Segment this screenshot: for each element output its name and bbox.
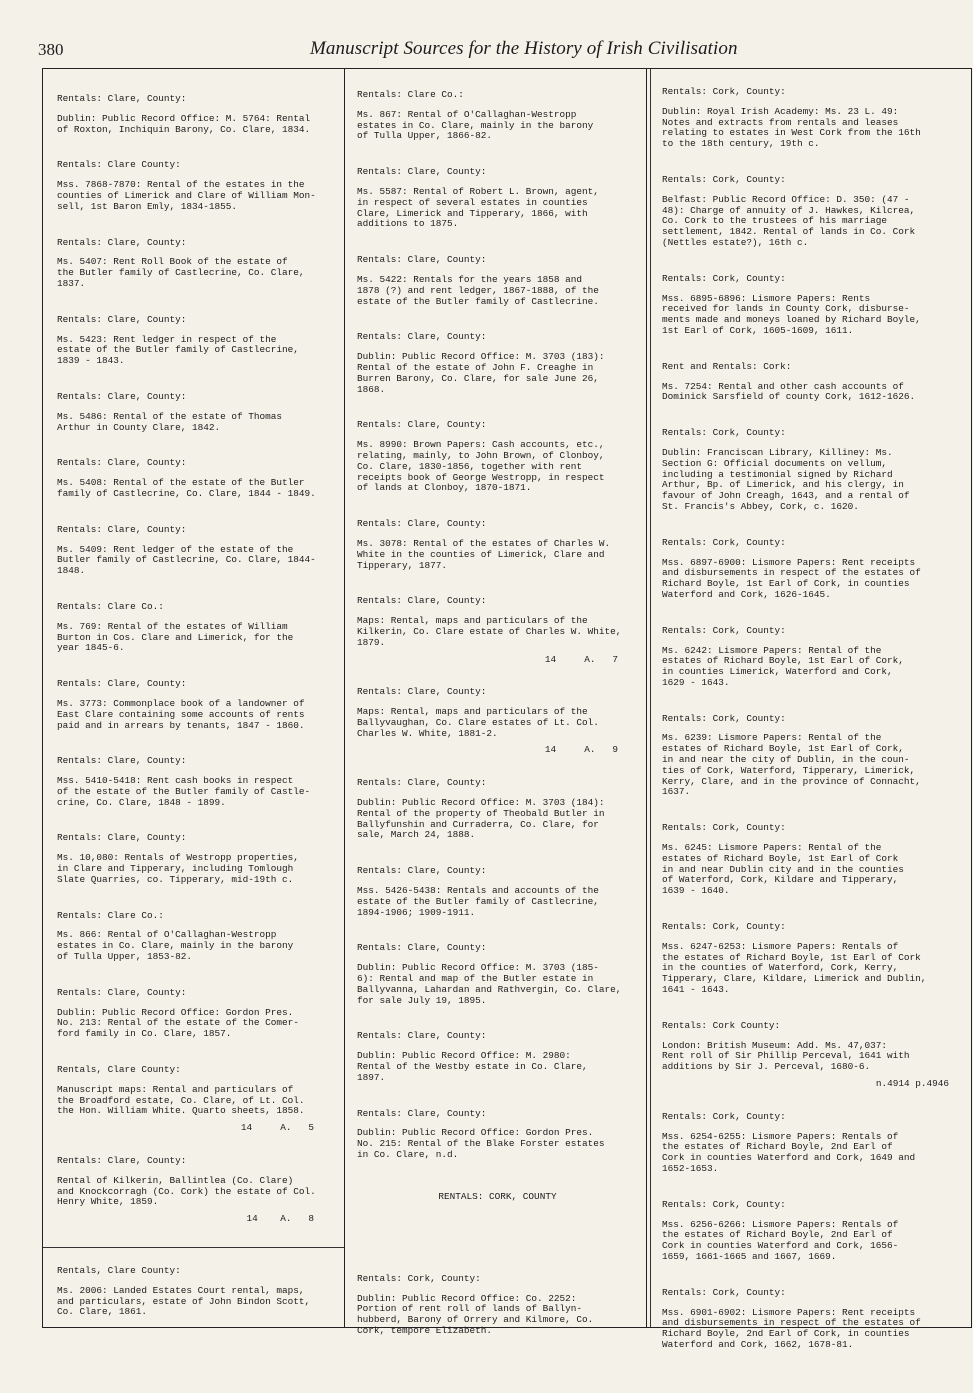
- content-frame: [42, 68, 972, 1350]
- running-title: Manuscript Sources for the History of Irish Civilisation: [310, 38, 738, 59]
- entry-heading: Rentals: Clare, County:: [357, 1107, 487, 1119]
- entry-text: Manuscript maps: Rental and particulars of the Broadford estate, Co. Clare, of Lt. Col. the Hon. William White. Quarto sheets, 1858.: [57, 1083, 305, 1117]
- entry-text: Belfast: Public Record Office: D. 350: (47 - 48): Charge of annuity of J. Hawkes, Kilcrea, Co. Cork to the trustees of his marriage settlement, 1842. Rental of lands in Co. Cork (Nettles estate?), 16th c.: [662, 193, 916, 248]
- entry-heading: Rentals: Clare, County:: [357, 166, 487, 178]
- entry-text: Ms. 867: Rental of O'Callaghan-Westropp estates in Co. Clare, mainly in the barony of Tulla Upper, 1866-82.: [357, 108, 594, 142]
- entry-text: Dublin: Royal Irish Academy: Ms. 23 L. 49: Notes and extracts from rentals and leases relating to estates in West Cork from the 16th to the 18th century, 19th c.: [662, 105, 921, 150]
- entry-heading: Rentals: Clare, County:: [357, 777, 487, 789]
- entry-heading: Rentals: Clare, County:: [57, 313, 187, 325]
- catalogue-entry: [57, 1065, 334, 1134]
- entry-text: Mss. 6254-6255: Lismore Papers: Rentals of the estates of Richard Boyle, 2nd Earl of Cork in counties Waterford and Cork, 1649 and 1652-1653.: [662, 1130, 916, 1174]
- entry-heading: Rentals: Cork, County:: [662, 173, 786, 185]
- entry-heading: Rentals: Clare, County:: [57, 1155, 187, 1167]
- entry-heading: Rentals: Cork, County:: [662, 712, 786, 724]
- entry-reference: 14 A. 7: [544, 653, 618, 665]
- entry-heading: Rentals: Clare, County:: [357, 595, 487, 607]
- entry-heading: Rentals: Cork, County:: [662, 921, 786, 933]
- entry-heading: Rentals: Clare, County:: [357, 419, 487, 431]
- entry-divider: [43, 1247, 344, 1248]
- entry-text: Ms. 7254: Rental and other cash accounts of Dominick Sarsfield of county Cork, 1612-1626.: [662, 380, 916, 403]
- section-title: RENTALS: CORK, COUNTY: [438, 1190, 557, 1202]
- catalogue-entry: [662, 922, 969, 996]
- entry-text: Dublin: Public Record Office: Gordon Pres. No. 215: Rental of the Blake Forster estates in Co. Clare, n.d.: [357, 1127, 605, 1161]
- entry-heading: Rentals: Cork County:: [662, 1019, 781, 1031]
- catalogue-entry: [662, 362, 969, 403]
- catalogue-entry: [662, 175, 969, 249]
- entry-heading: Rentals: Clare, County:: [57, 390, 187, 402]
- catalogue-entry: [357, 167, 638, 230]
- entry-heading: Rentals: Clare, County:: [57, 93, 187, 104]
- column-3: [647, 69, 973, 1350]
- entry-heading: Rentals: Clare, County:: [357, 686, 487, 698]
- entry-text: Dublin: Public Record Office: M. 2980: Rental of the Westby estate in Co. Clare, 1897.: [357, 1050, 588, 1083]
- catalogue-entry: [662, 87, 969, 150]
- catalogue-entry: [57, 988, 334, 1040]
- entry-text: Ms. 5408: Rental of the estate of the Butler family of Castlecrine, Co. Clare, 1844 - 1849.: [57, 477, 316, 499]
- entry-reference: 14 A. 9: [544, 744, 618, 756]
- catalogue-entry: [357, 866, 638, 918]
- entry-text: Mss. 5426-5438: Rentals and accounts of the estate of the Butler family of Castlecrine, 1894-1906; 1909-1911.: [357, 885, 599, 918]
- catalogue-entry: [57, 833, 334, 885]
- entry-heading: Rentals: Cork, County:: [662, 536, 786, 548]
- catalogue-entry: [357, 90, 638, 142]
- entry-heading: Rent and Rentals: Cork:: [662, 360, 792, 372]
- entry-heading: Rentals: Clare, County:: [357, 518, 487, 530]
- catalogue-entry: [357, 1109, 638, 1161]
- entry-text: Maps: Rental, maps and particulars of the Ballyvaughan, Co. Clare estates of Lt. Col. Charles W. White, 1881-2.: [357, 706, 599, 739]
- entry-text: Ms. 6239: Lismore Papers: Rental of the estates of Richard Boyle, 1st Earl of Cork, in and near the city of Dublin, in the coun- ties of Cork, Waterford, Tipperary, Limerick, Kerry, Clare, and in the province of Connacht, 1637.: [662, 732, 921, 798]
- entry-text: Dublin: Public Record Office: M. 3703 (183): Rental of the estate of John F. Creaghe in Burren Barony, Co. Clare, for sale June 26, 1868.: [357, 351, 605, 395]
- catalogue-entry: [357, 596, 638, 665]
- catalogue-entry: [57, 602, 334, 654]
- entry-text: Ms. 3078: Rental of the estates of Charles W. White in the counties of Limerick, Clare and Tipperary, 1877.: [357, 537, 611, 571]
- catalogue-entry: [662, 274, 969, 337]
- entry-heading: Rentals: Clare, County:: [357, 254, 487, 266]
- entry-heading: Rentals: Cork, County:: [662, 624, 786, 636]
- column-1: [43, 69, 345, 1327]
- entry-text: Dublin: Public Record Office: Co. 2252: Portion of rent roll of lands of Ballyn- hubberd, Barony of Orrery and Kilmore, Co. Cork, tempore Elizabeth.: [357, 1292, 594, 1336]
- entry-heading: Rentals: Clare, County:: [57, 986, 187, 998]
- catalogue-entry: [357, 943, 638, 1006]
- entry-heading: Rentals: Clare, County:: [357, 1030, 487, 1042]
- entry-text: Maps: Rental, maps and particulars of the Kilkerin, Co. Clare estate of Charles W. White, 1879.: [357, 615, 622, 648]
- catalogue-entry: [57, 1266, 334, 1318]
- entry-reference: 14 A. 5: [240, 1122, 314, 1134]
- entry-text: Ms. 5407: Rent Roll Book of the estate of the Butler family of Castlecrine, Co. Clare, 1837.: [57, 256, 305, 289]
- catalogue-entry: [357, 255, 638, 307]
- entry-heading: Rentals: Cork, County:: [662, 1286, 786, 1298]
- entry-text: Ms. 6245: Lismore Papers: Rental of the estates of Richard Boyle, 1st Earl of Cork in and near Dublin city and in the counties of Waterford, Cork, Kildare and Tipperary, 1639 - 1640.: [662, 842, 904, 897]
- catalogue-entry: [357, 778, 638, 841]
- entry-text: Ms. 3773: Commonplace book of a landowner of East Clare containing some accounts of rents paid and in arrears by tenants, 1847 - 1860.: [57, 697, 305, 731]
- catalogue-entry: [662, 823, 969, 897]
- entry-text: Dublin: Public Record Office: M. 3703 (185- 6): Rental and map of the Butler estate in Ballyvanna, Lahardan and Rathvergin, Co. Clare, for sale July 19, 1895.: [357, 962, 622, 1006]
- catalogue-entry: [662, 1200, 969, 1263]
- entry-heading: Rentals: Clare County:: [57, 159, 181, 171]
- entry-text: Ms. 769: Rental of the estates of William Burton in Cos. Clare and Limerick, for the year 1845-6.: [57, 620, 294, 654]
- entry-heading: Rentals: Cork, County:: [662, 427, 786, 439]
- catalogue-entry: [357, 1274, 638, 1337]
- catalogue-entry: [662, 626, 969, 689]
- entry-heading: Rentals: Clare Co.:: [57, 909, 164, 921]
- catalogue-entry: [357, 420, 638, 494]
- catalogue-entry: [57, 679, 334, 731]
- entry-heading: Rentals: Clare, County:: [357, 865, 487, 877]
- entry-text: London: British Museum: Add. Ms. 47,037: Rent roll of Sir Phillip Perceval, 1641 with additions by Sir J. Perceval, 1680-6.: [662, 1039, 910, 1073]
- entry-text: Mss. 6256-6266: Lismore Papers: Rentals of the estates of Richard Boyle, 2nd Earl of Cork in counties Waterford and Cork, 1656- 1659, 1661-1665 and 1667, 1669.: [662, 1218, 899, 1262]
- entry-heading: Rentals: Clare, County:: [57, 678, 187, 690]
- entry-heading: Rentals: Clare, County:: [357, 331, 487, 343]
- entry-text: Dublin: Public Record Office: M. 5764: Rental of Roxton, Inchiquin Barony, Co. Clare, 1834.: [57, 112, 311, 135]
- catalogue-entry: [357, 332, 638, 395]
- catalogue-entry: [57, 392, 334, 433]
- entry-heading: Rentals, Clare County:: [57, 1265, 181, 1277]
- entry-heading: Rentals: Cork, County:: [662, 86, 786, 97]
- entry-text: Ms. 6242: Lismore Papers: Rental of the estates of Richard Boyle, 1st Earl of Cork, in counties Limerick, Waterford and Cork, 1629 - 1643.: [662, 644, 904, 688]
- entry-heading: Rentals: Cork, County:: [662, 822, 786, 834]
- entry-heading: Rentals: Cork, County:: [662, 272, 786, 284]
- entry-heading: Rentals: Cork, County:: [357, 1272, 481, 1284]
- entry-text: Ms. 5486: Rental of the estate of Thomas Arthur in County Clare, 1842.: [57, 410, 283, 433]
- entry-heading: Rentals: Clare, County:: [57, 523, 187, 535]
- catalogue-entry: [57, 238, 334, 290]
- catalogue-entry: [57, 315, 334, 367]
- catalogue-entry: [662, 538, 969, 601]
- entry-text: Mss. 6897-6900: Lismore Papers: Rent receipts and disbursements in respect of the estates of Richard Boyle, 1st Earl of Cork, in counties Waterford and Cork, 1626-1645.: [662, 556, 921, 600]
- entry-heading: Rentals: Cork, County:: [662, 1110, 786, 1122]
- entry-text: Mss. 7868-7870: Rental of the estates in the counties of Limerick and Clare of William Mon- sell, 1st Baron Emly, 1834-1855.: [57, 179, 316, 212]
- entry-heading: Rentals: Clare, County:: [57, 832, 187, 844]
- catalogue-entry: [662, 1112, 969, 1175]
- entry-heading: Rentals: Cork, County:: [662, 1198, 786, 1210]
- entry-text: Mss. 6895-6896: Lismore Papers: Rents received for lands in County Cork, disburse- ments made and moneys loaned by Richard Boyle, 1st Earl of Cork, 1605-1609, 1611.: [662, 292, 921, 336]
- catalogue-entry: [57, 525, 334, 577]
- entry-text: Ms. 5422: Rentals for the years 1858 and 1878 (?) and rent ledger, 1867-1888, of the estate of the Butler family of Castlecrine.: [357, 273, 599, 307]
- entry-text: Ms. 5423: Rent ledger in respect of the estate of the Butler family of Castlecrine, 1839 - 1843.: [57, 333, 299, 367]
- entry-text: Rental of Kilkerin, Ballintlea (Co. Clare) and Knockcorragh (Co. Cork) the estate of Col. Henry White, 1859.: [57, 1174, 316, 1208]
- entry-text: Dublin: Franciscan Library, Killiney: Ms. Section G: Official documents on vellum, including a testimonial signed by Richard Arthur, Bp. of Limerick, and his clergy, in favour of John Creagh, 1643, and a rental of St. Francis's Abbey, Cork, c. 1620.: [662, 446, 910, 512]
- catalogue-entry: [57, 1156, 334, 1225]
- catalogue-entry: [57, 911, 334, 963]
- entry-reference: 14 A. 8: [246, 1213, 314, 1225]
- catalogue-entry: [357, 687, 638, 756]
- catalogue-entry: [57, 160, 334, 212]
- entry-heading: Rentals, Clare County:: [57, 1064, 181, 1076]
- entry-text: Ms. 8990: Brown Papers: Cash accounts, etc., relating, mainly, to John Brown, of Clonboy, Co. Clare, 1830-1856, together with rent receipts book of George Westropp, in respect of lands at Clonboy, 1870-1871.: [357, 439, 605, 494]
- entry-text: Dublin: Public Record Office: M. 3703 (184): Rental of the property of Theobald Butler in Ballyfunshin and Curraderra, Co. Clare, for sale, March 24, 1888.: [357, 797, 605, 841]
- entry-heading: Rentals: Clare, County:: [357, 942, 487, 954]
- entry-text: Mss. 5410-5418: Rent cash books in respect of the estate of the Butler family of Castle- crine, Co. Clare, 1848 - 1899.: [57, 775, 311, 808]
- entry-text: Ms. 10,080: Rentals of Westropp properties, in Clare and Tipperary, including Tomlough Slate Quarries, co. Tipperary, mid-19th c.: [57, 852, 299, 885]
- page-number: 380: [38, 40, 64, 59]
- entry-text: Ms. 2006: Landed Estates Court rental, maps, and particulars, estate of John Bindon Scott, Co. Clare, 1861.: [57, 1284, 311, 1318]
- catalogue-entry: [357, 519, 638, 571]
- entry-heading: Rentals: Clare, County:: [57, 755, 187, 767]
- entry-text: Ms. 5409: Rent ledger of the estate of the Butler family of Castlecrine, Co. Clare, 1844- 1848.: [57, 543, 316, 577]
- entry-heading: Rentals: Clare Co.:: [57, 600, 164, 612]
- catalogue-entry: [662, 1288, 969, 1351]
- entry-heading: Rentals: Clare, County:: [57, 236, 187, 248]
- entry-text: Ms. 5587: Rental of Robert L. Brown, agent, in respect of several estates in counties Clare, Limerick and Tipperary, 1866, with additions to 1875.: [357, 185, 599, 230]
- entry-reference: n.4914 p.4946: [875, 1078, 949, 1090]
- catalogue-entry: [57, 94, 334, 135]
- entry-text: Mss. 6901-6902: Lismore Papers: Rent receipts and disbursements in respect of the estates of Richard Boyle, 2nd Earl of Cork, in counties Waterford and Cork, 1662, 1678-81.: [662, 1306, 921, 1350]
- entry-text: Ms. 866: Rental of O'Callaghan-Westropp estates in Co. Clare, mainly in the barony of Tulla Upper, 1853-82.: [57, 929, 294, 963]
- column-2: [345, 69, 647, 1336]
- catalogue-entry: [57, 756, 334, 808]
- catalogue-entry: [357, 1031, 638, 1083]
- catalogue-entry: [57, 458, 334, 499]
- entry-text: Mss. 6247-6253: Lismore Papers: Rentals of the estates of Richard Boyle, 1st Earl of Cork in the counties of Waterford, Cork, Kerry, Tipperary, Clare, Kildare, Limerick and Dublin, 1641 - 1643.: [662, 940, 927, 996]
- entry-text: Dublin: Public Record Office: Gordon Pres. No. 213: Rental of the estate of the Comer- ford family in Co. Clare, 1857.: [57, 1006, 299, 1040]
- catalogue-entry: [662, 428, 969, 513]
- entry-heading: Rentals: Clare, County:: [57, 457, 187, 469]
- catalogue-entry: [662, 714, 969, 799]
- entry-heading: Rentals: Clare Co.:: [357, 89, 464, 100]
- catalogue-entry: [662, 1021, 969, 1090]
